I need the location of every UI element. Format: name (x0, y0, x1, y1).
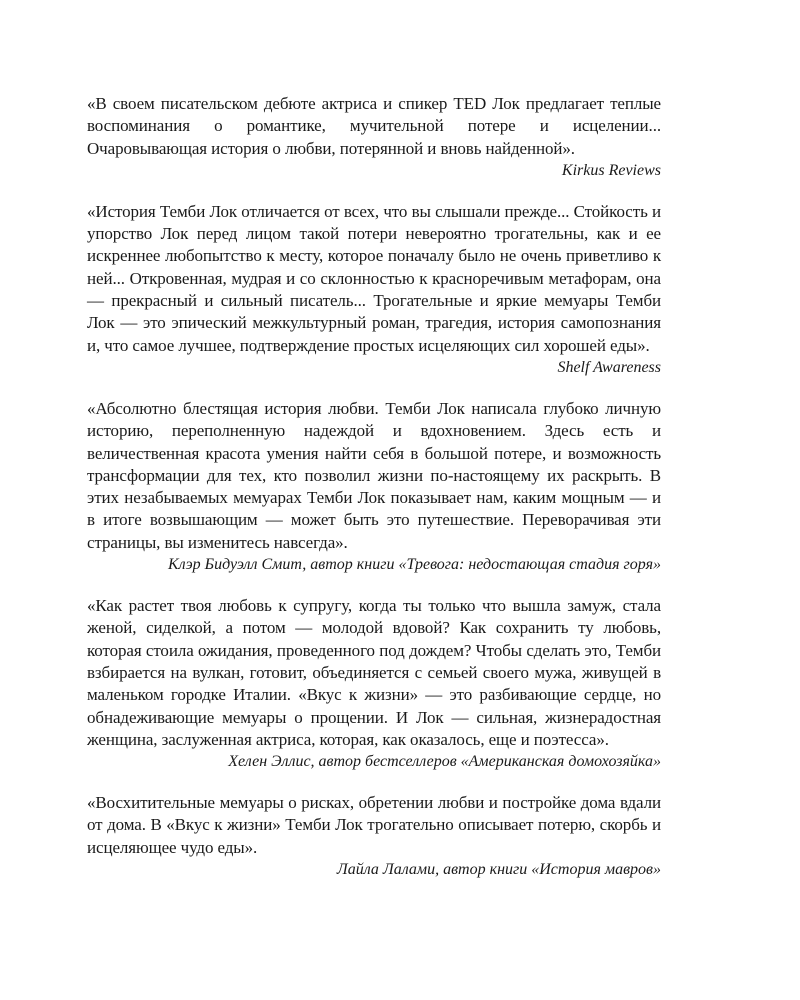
blurb-kirkus-reviews (87, 93, 661, 181)
praise-page (87, 93, 661, 900)
blurb-quote: «Восхитительные мемуары о рисках, обретении любви и постройке дома вдали от дома. В «Вкус к жизни» Темби Лок трогательно описывает потерю, скорбь и исцеляющее чудо еды». (87, 793, 661, 857)
blurb-laila-lalami (87, 792, 661, 880)
blurb-attribution: Kirkus Reviews (561, 161, 661, 179)
blurb-quote: «Как растет твоя любовь к супругу, когда ты только что вышла замуж, стала женой, сиделкой, а потом — молодой вдовой? Как сохранить ту любовь, которая стоила ожидания, проведенного под дождем? Чтобы сделать это, Темби взбирается на вулкан, готовит, объединяется с семьей своего мужа, живущей в маленьком городке Италии. «Вкус к жизни» — это разбивающие сердце, но обнадеживающие мемуары о прощении. И Лок — сильная, жизнерадостная женщина, заслуженная актриса, которая, как оказалось, еще и поэтесса». (87, 596, 661, 749)
blurb-attribution: Клэр Бидуэлл Смит, автор книги «Тревога: недостающая стадия горя» (167, 556, 661, 574)
blurb-attribution: Хелен Эллис, автор бестселлеров «Американская домохозяйка» (228, 753, 661, 771)
blurb-quote: «История Темби Лок отличается от всех, что вы слышали прежде... Стойкость и упорство Лок перед лицом такой потери невероятно трогательны, как и ее искреннее любопытство к месту, которое поначалу было не очень приветливо к ней... Откровенная, мудрая и со склонностью к красноречивым метафорам, она — прекрасный и сильный писатель... Трогательные и яркие мемуары Темби Лок — это эпический межкультурный роман, трагедия, история самопознания и, что самое лучшее, подтверждение простых исцеляющих сил хорошей еды». (87, 201, 661, 355)
blurb-quote: «В своем писательском дебюте актриса и спикер TED Лок предлагает теплые воспоминания о романтике, мучительной потере и исцелении... Очаровывающая история о любви, потерянной и вновь найденной». (87, 94, 661, 158)
blurb-claire-bidwell-smith (87, 398, 661, 575)
blurb-attribution: Shelf Awareness (557, 358, 661, 376)
blurb-quote: «Абсолютно блестящая история любви. Темби Лок написала глубоко личную историю, переполненную надеждой и вдохновением. Здесь есть и величественная красота умения найти себя в большой потере, и возможность трансформации для тех, кто позволил жизни по-настоящему их раскрыть. В этих незабываемых мемуарах Темби Лок показывает нам, каким мощным — и в итоге возвышающим — может быть это путешествие. Переворачивая эти страницы, вы изменитесь навсегда». (87, 398, 661, 552)
blurb-attribution: Лайла Лалами, автор книги «История мавров» (336, 861, 661, 879)
blurb-shelf-awareness (87, 201, 661, 378)
blurb-helen-ellis (87, 595, 661, 772)
